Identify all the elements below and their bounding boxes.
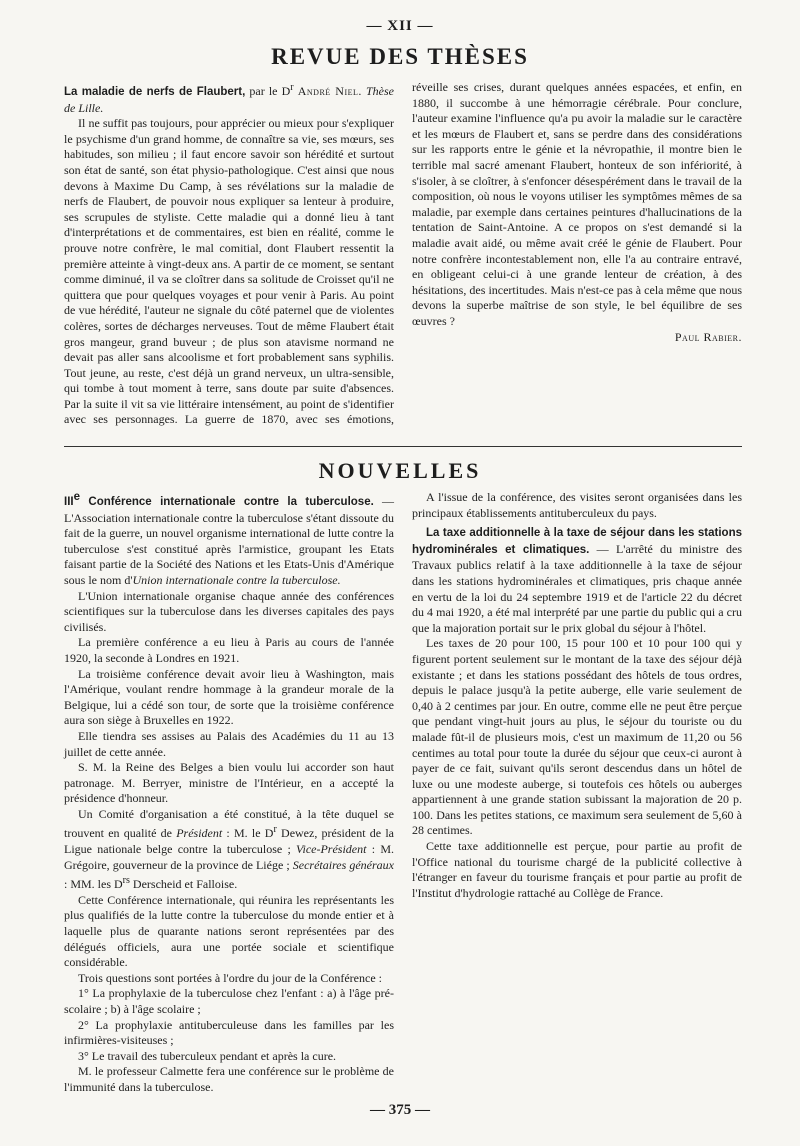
p7-vice: Vice-Président <box>296 842 367 857</box>
news-item1-p8: Cette Conférence internationale, qui réunira les représentants les plus qualifiés de la lutte contre la tuberculose du monde entier et à laquelle plus de quarante nations seront représentées par des délégués officiels, aura une portée sociale et scientifique considérable. <box>64 892 394 970</box>
review-heading <box>64 80 394 116</box>
news-item1-p9: Trois questions sont portées à l'ordre du jour de la Conférence : <box>78 970 382 985</box>
news-item1-p1: L'Association internationale contre la tuberculose s'étant dissoute du fait de la guerre, un nouvel organisme international de lutte contre la tuberculose s'est constitué après l'armistice, groupant les Etats faisant partie de la Société des Nations et les Etats-Unis d'Amérique sous le nom d' <box>64 510 394 587</box>
news-item1-p6: S. M. la Reine des Belges a bien voulu lui accorder son haut patronage. M. Berryer, ministre de l'Intérieur, en a accepté la présidence d'honneur. <box>64 760 394 806</box>
news-item2-p3: Cette taxe additionnelle est perçue, pour partie au profit de l'Office national du tourisme chargé de la publicité collective à l'étranger en faveur du tourisme français et pour partie au profit de l'Institut d'hydrologie rattaché au Collège de France. <box>412 839 742 900</box>
news-item1-p7 <box>64 807 394 893</box>
news-item1-p4: La troisième conférence devait avoir lieu à Washington, mais l'Amérique, voulant rendre hommage à la grandeur morale de la Belgique, lui a cédé son tour, de sorte que la troisième conférence aura son siège à Bruxelles en 1922. <box>64 666 394 728</box>
section-divider <box>64 446 742 447</box>
news-item1-heading <box>64 490 394 589</box>
review-article <box>64 80 742 440</box>
section-title-revue-des-theses: REVUE DES THÈSES <box>271 44 529 69</box>
top-page-number: — XII — <box>366 18 434 34</box>
review-signature: Paul Rabier. <box>674 329 742 344</box>
p7b: : M. le D <box>222 826 274 841</box>
news-item1-dash: — <box>373 494 395 508</box>
news-item1-q3: 3° Le travail des tuberculeux pendant et après la cure. <box>78 1048 337 1063</box>
news-item1-title: Conférence internationale contre la tuberculose. <box>80 496 374 508</box>
p7-sup1: r <box>273 824 277 836</box>
news-item1-p2: L'Union internationale organise chaque année des conférences scientifiques sur la tuberculose dans les diverses capitales des pays civilisés. <box>64 588 394 634</box>
p7f: Derscheid et Falloise. <box>129 877 238 892</box>
p7e: : MM. les D <box>64 877 123 892</box>
p7a: Un Comité d'organisation a été constitué, à la tête duquel se trouvent en qualité de <box>64 806 394 841</box>
review-author-sup: r <box>290 82 294 93</box>
review-source: Thèse de Lille. <box>64 84 394 115</box>
news-item1-q1: 1° La prophylaxie de la tuberculose chez l'enfant : a) à l'âge pré-scolaire ; b) à l'âge scolaire ; <box>64 986 394 1016</box>
news-item2-p1: L'arrêté du ministre des Travaux publics relatif à la taxe additionnelle à la taxe de séjour dans les stations hydrominérales et climatiques, pris chaque année en vertu de la loi du 24 septembre 1919 et de l'article 22 du décret du 4 mai 1920, a été mal interprété par une partie du public qui a cru que la majoration portait sur le prix global du séjour à l'hôtel. <box>412 541 743 635</box>
news-item2-dash: — <box>589 541 616 556</box>
review-title: La maladie de nerfs de Flaubert, <box>64 86 246 98</box>
news-item1-p11: A l'issue de la conférence, des visites seront organisées dans les principaux établissements antituberculeux du pays. <box>412 490 742 520</box>
review-author-prefix: par le D <box>249 84 291 98</box>
news-item1-title-num: III <box>64 496 74 508</box>
p7d: : M. Grégoire, gouverneur de la province de Liége ; <box>64 842 394 872</box>
news-item1-q2: 2° La prophylaxie antituberculeuse dans les familles par les infirmières-visiteuses ; <box>64 1017 394 1048</box>
p7c: Dewez, président de la Ligue nationale belge contre la tuberculose ; <box>64 826 394 857</box>
news-item1-p1-ital: Union internationale contre la tuberculose. <box>132 572 341 587</box>
news-columns <box>64 490 742 1110</box>
section-title-nouvelles: NOUVELLES <box>318 458 482 483</box>
news-item2-title: La taxe additionnelle à la taxe de séjour dans les stations hydrominérales et climatiques. <box>412 527 742 556</box>
news-flow <box>64 490 742 1110</box>
p7-president: Président <box>176 826 223 841</box>
news-item1-title-sup: e <box>73 491 80 503</box>
review-author-name: André Niel. <box>297 84 362 98</box>
review-columns <box>64 80 742 440</box>
bottom-page-number: — 375 — <box>370 1102 430 1118</box>
review-body: Il ne suffit pas toujours, pour apprécier ou mieux pour s'expliquer le psychisme d'un grand homme, de connaître sa vie, ses mœurs, ses habitudes, son milieu ; il faut encore savoir son hérédité et surtout son état de santé, son état physio-pathologique. C'est ainsi que nous devons à Maxime Du Camp, à ses révélations sur la maladie de nerfs de Flaubert, de pouvoir nous expliquer sa lenteur à produire, ses scrupules de styliste. Cette maladie qui a donné lieu à tant d'interprétations et de commentaires, est bien en réalité, comme le prouve notre confrère, le mal comitial, dont Flaubert ressentit la première atteinte à vingt-deux ans. A partir de ce moment, se sentant comme diminué, il va se cloîtrer dans sa solitude de Croisset qu'il ne quittera que pour quelques voyages et pour venir à Paris. Au point de vue hérédité, l'auteur ne signale du côté paternel que de violentes colères, sortes de décharges nerveuses. Tout de même Flaubert était gros mangeur, grand buveur ; de plus son atavisme normand ne devait pas aller sans alcoolisme et fort probablement sans syphilis. Tout jeune, au reste, c'est déjà un grand nerveux, un ultra-sensible, qui tombe à tout moment à terre, sans doute par suite d'absences. Par la suite il vit sa vie littéraire intensément, au point de s'identifier avec ses personnages. La guerre de 1870, avec ses émotions, réveille ses crises, durant quelques années espacées, et enfin, en 1880, il succombe à une hémorragie cérébrale. Pour conclure, l'auteur examine l'influence qu'a pu avoir la maladie sur le caractère et les mœurs de Flaubert et, sans se perdre dans des considérations sur les rapports entre le génie et la névropathie, il montre bien le terrible mal sacré amenant Flaubert, honteux de son infériorité, à s'isoler, à se cloîtrer, à s'enfoncer désespérément dans le travail de la composition, où nous le voyons utiliser les symptômes mêmes de sa maladie, par exemple dans certaines peintures d'hallucinations de la tentation de Saint-Antoine. A ce propos on s'est demandé si la maladie avait aidé, ou même avait créé le génie de Flaubert. Pour notre confrère incontestablement non, elle l'a au contraire entravé, en obligeant celui-ci à une grande lenteur de création, à des hésitations, des incertitudes. Mais n'est-ce pas à cela même que nous devons la superbe maîtrise de son style, le bel équilibre de ses œuvres ? <box>64 80 742 427</box>
news-item1-p10: M. le professeur Calmette fera une conférence sur le problème de l'immunité dans la tuberculose. <box>64 1064 394 1094</box>
p7-sup2: rs <box>122 875 130 887</box>
news-item2-heading <box>412 525 742 636</box>
news-item1-p3: La première conférence a eu lieu à Paris au cours de l'année 1920, la seconde à Londres en 1921. <box>64 635 394 665</box>
p7-secr: Secrétaires généraux <box>292 857 394 872</box>
news-item1-p5: Elle tiendra ses assises au Palais des Académies du 11 au 13 juillet de cette année. <box>64 728 394 759</box>
news-item2-p2: Les taxes de 20 pour 100, 15 pour 100 et 10 pour 100 qui y figurent portent seulement sur le montant de la taxe des séjour déjà existante ; et dans les stations possédant des hôtels de tous ordres, depuis le palace jusqu'à la petite auberge, elle varie seulement de 0,40 à 2 centimes par jour. En outre, comme elle ne peut être perçue que pendant vingt-huit jours au plus, le séjour du touriste ou du malade fût-il de plusieurs mois, c'est un maximum de 11,20 ou 56 centimes au total pour toute la durée du séjour que ceux-ci auront à payer de ce fait, suivant qu'ils seront descendus dans un hôtel de luxe ou une modeste auberge, si toutefois ces hôtels ou auberges appartiennent à une grande station subissant la majoration de 20 p. 100. Dans les petites stations, ce maximum sera seulement de 5,60 à 28 centimes. <box>412 636 742 838</box>
